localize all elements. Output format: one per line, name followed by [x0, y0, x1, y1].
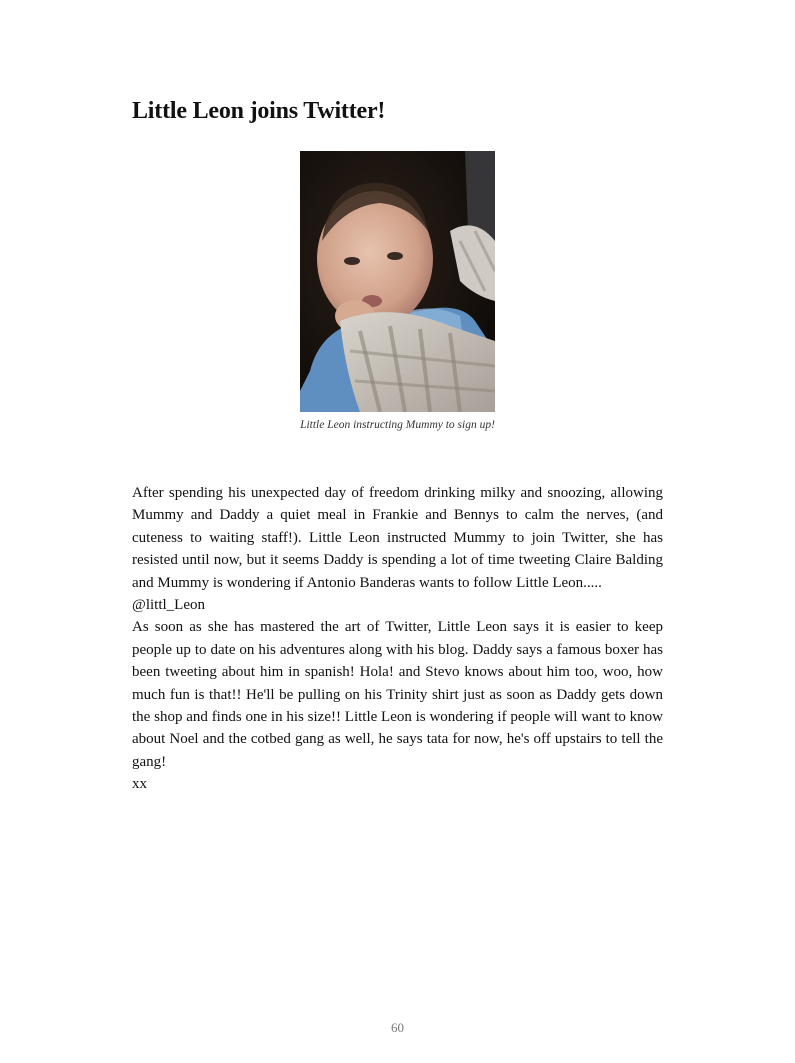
sign-off: xx: [132, 776, 147, 793]
figure-caption: Little Leon instructing Mummy to sign up!: [300, 419, 495, 431]
baby-photo: [300, 151, 495, 412]
article-body: [132, 482, 663, 796]
twitter-handle: @littl_Leon: [132, 597, 205, 614]
page-title: Little Leon joins Twitter!: [132, 98, 386, 124]
figure: [300, 151, 495, 433]
paragraph-main: As soon as she has mastered the art of Twitter, Little Leon says it is easier to keep people up to date on his adventures along with his blog. Daddy says a famous boxer has been tweeting about him in spanish! Hola! and Stevo knows about him too, woo, how much fun is that!! He'll be pulling on his Trinity shirt just as soon as Daddy gets down the shop and finds one in his size!! Little Leon is wondering if people will want to know about Noel and the cotbed gang as well, he says tata for now, he's off upstairs to tell the gang!: [132, 619, 663, 770]
paragraph-intro: After spending his unexpected day of freedom drinking milky and snoozing, allowing Mummy and Daddy a quiet meal in Frankie and Bennys to calm the nerves, (and cuteness to waiting staff!). Little Leon instructed Mummy to join Twitter, she has resisted until now, but it seems Daddy is spending a lot of time tweeting Claire Balding and Mummy is wondering if Antonio Banderas wants to follow Little Leon.....: [132, 485, 663, 591]
page-number: 60: [391, 1020, 404, 1035]
